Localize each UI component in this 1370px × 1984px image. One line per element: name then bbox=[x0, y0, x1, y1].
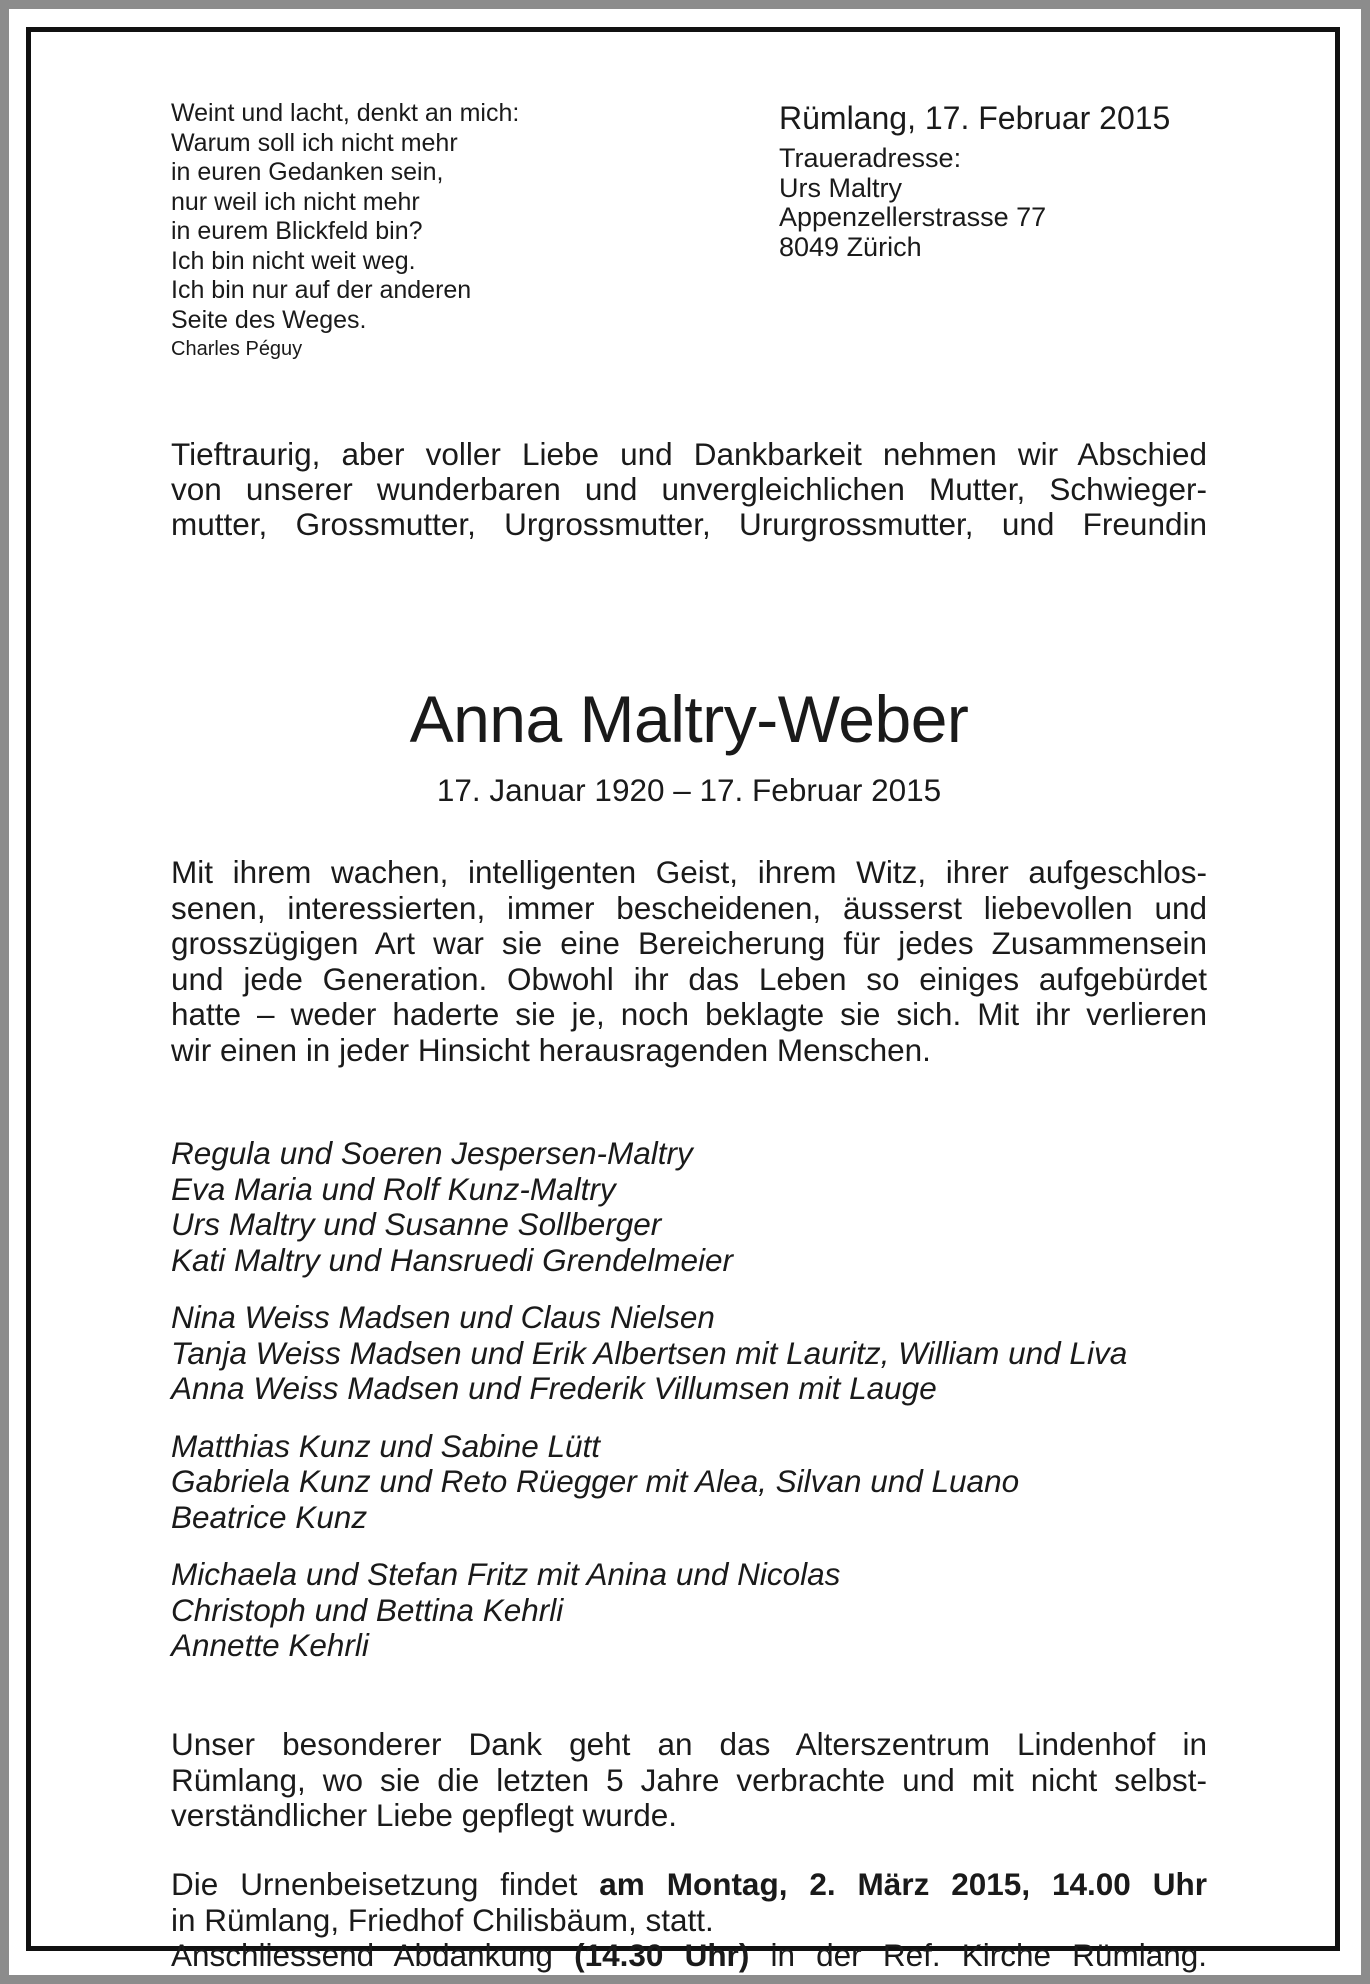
family-member-line: Eva Maria und Rolf Kunz-Maltry bbox=[171, 1170, 616, 1207]
tribute-line: grosszügigen Art war sie eine Bereicherung für jedes Zusammensein bbox=[171, 925, 1207, 961]
tribute-line: und jede Generation. Obwohl ihr das Leben so einiges aufgebürdet bbox=[171, 960, 1207, 997]
service-intro-text: Die Urnenbeisetzung findet bbox=[171, 1866, 600, 1902]
poem-author: Charles Péguy bbox=[171, 338, 303, 360]
tribute-line: Mit ihrem wachen, intelligenten Geist, ihrem Witz, ihrer aufgeschlos- bbox=[171, 854, 1207, 890]
service-location: in Rümlang, Friedhof Chilisbäum, statt. bbox=[171, 1901, 714, 1938]
family-member-line: Kati Maltry und Hansruedi Grendelmeier bbox=[171, 1241, 734, 1278]
family-member-line: Tanja Weiss Madsen und Erik Albertsen mit Lauritz, William und Liva bbox=[171, 1334, 1128, 1371]
tribute-line: senen, interessierten, immer bescheidenen, äusserst liebevollen und bbox=[171, 889, 1207, 926]
mourning-address-block bbox=[779, 99, 1207, 262]
family-member-line: Beatrice Kunz bbox=[171, 1498, 368, 1535]
family-member-line: Gabriela Kunz und Reto Rüegger mit Alea, Silvan und Luano bbox=[171, 1463, 1020, 1499]
thanks-paragraph bbox=[171, 1727, 1207, 1834]
life-dates: 17. Januar 1920 – 17. Februar 2015 bbox=[436, 772, 942, 808]
memorial-intro-text: Anschliessend Abdankung bbox=[171, 1937, 575, 1973]
poem-line: Ich bin nur auf der anderen bbox=[171, 276, 472, 304]
thanks-line: Rümlang, wo sie die letzten 5 Jahre verbrachte und mit nicht selbst- bbox=[171, 1761, 1207, 1798]
family-member-line: Michaela und Stefan Fritz mit Anina und Nicolas bbox=[171, 1556, 841, 1592]
page-sheet bbox=[9, 9, 1361, 1975]
family-member-line: Matthias Kunz und Sabine Lütt bbox=[171, 1427, 601, 1464]
family-group bbox=[171, 1557, 1207, 1664]
service-announcement bbox=[171, 1867, 1207, 1974]
family-member-line: Annette Kehrli bbox=[171, 1627, 369, 1663]
poem-line: in euren Gedanken sein, bbox=[171, 158, 444, 186]
place-date: Rümlang, 17. Februar 2015 bbox=[779, 100, 1171, 136]
family-group bbox=[171, 1300, 1207, 1407]
deceased-name: Anna Maltry-Weber bbox=[409, 682, 969, 756]
address-name: Urs Maltry bbox=[779, 172, 902, 203]
service-line bbox=[171, 1867, 1207, 1903]
thanks-line: Unser besonderer Dank geht an das Alterszentrum Lindenhof in bbox=[171, 1726, 1207, 1762]
family-list bbox=[171, 1136, 1207, 1686]
intro-line: mutter, Grossmutter, Urgrossmutter, Ururgrossmutter, und Freundin bbox=[171, 506, 1207, 542]
family-group bbox=[171, 1136, 1207, 1278]
tribute-line: wir einen in jeder Hinsicht herausragenden Menschen. bbox=[171, 1031, 931, 1068]
family-member-line: Regula und Soeren Jespersen-Maltry bbox=[171, 1135, 693, 1171]
memorial-location: in der Ref. Kirche Rümlang. bbox=[749, 1937, 1207, 1973]
service-line bbox=[171, 1938, 1207, 1974]
memorial-time: (14.30 Uhr) bbox=[574, 1937, 750, 1973]
poem-line: Ich bin nicht weit weg. bbox=[171, 246, 416, 275]
family-group bbox=[171, 1429, 1207, 1536]
poem-block bbox=[171, 99, 631, 363]
intro-paragraph bbox=[171, 437, 1207, 542]
burial-date-time: am Montag, 2. März 2015, 14.00 Uhr bbox=[599, 1866, 1207, 1902]
poem-line: Weint und lacht, denkt an mich: bbox=[171, 99, 520, 127]
tribute-paragraph bbox=[171, 855, 1207, 1068]
poem-line: in eurem Blickfeld bin? bbox=[171, 217, 423, 245]
family-member-line: Urs Maltry und Susanne Sollberger bbox=[171, 1206, 662, 1242]
poem-line: Warum soll ich nicht mehr bbox=[171, 128, 458, 157]
thanks-line: verständlicher Liebe gepflegt wurde. bbox=[171, 1797, 678, 1833]
family-member-line: Nina Weiss Madsen und Claus Nielsen bbox=[171, 1299, 715, 1335]
tribute-line: hatte – weder haderte sie je, noch beklagte sie sich. Mit ihr verlieren bbox=[171, 996, 1207, 1032]
intro-line: Tieftraurig, aber voller Liebe und Dankbarkeit nehmen wir Abschied bbox=[171, 436, 1207, 472]
family-member-line: Anna Weiss Madsen und Frederik Villumsen mit Lauge bbox=[171, 1370, 937, 1406]
address-street: Appenzellerstrasse 77 bbox=[779, 202, 1047, 232]
poem-line: nur weil ich nicht mehr bbox=[171, 187, 420, 216]
intro-line: von unserer wunderbaren und unvergleichlichen Mutter, Schwieger- bbox=[171, 471, 1207, 507]
family-member-line: Christoph und Bettina Kehrli bbox=[171, 1591, 564, 1628]
address-label: Traueradresse: bbox=[779, 143, 962, 173]
poem-line: Seite des Weges. bbox=[171, 305, 367, 334]
address-city: 8049 Zürich bbox=[779, 231, 922, 262]
